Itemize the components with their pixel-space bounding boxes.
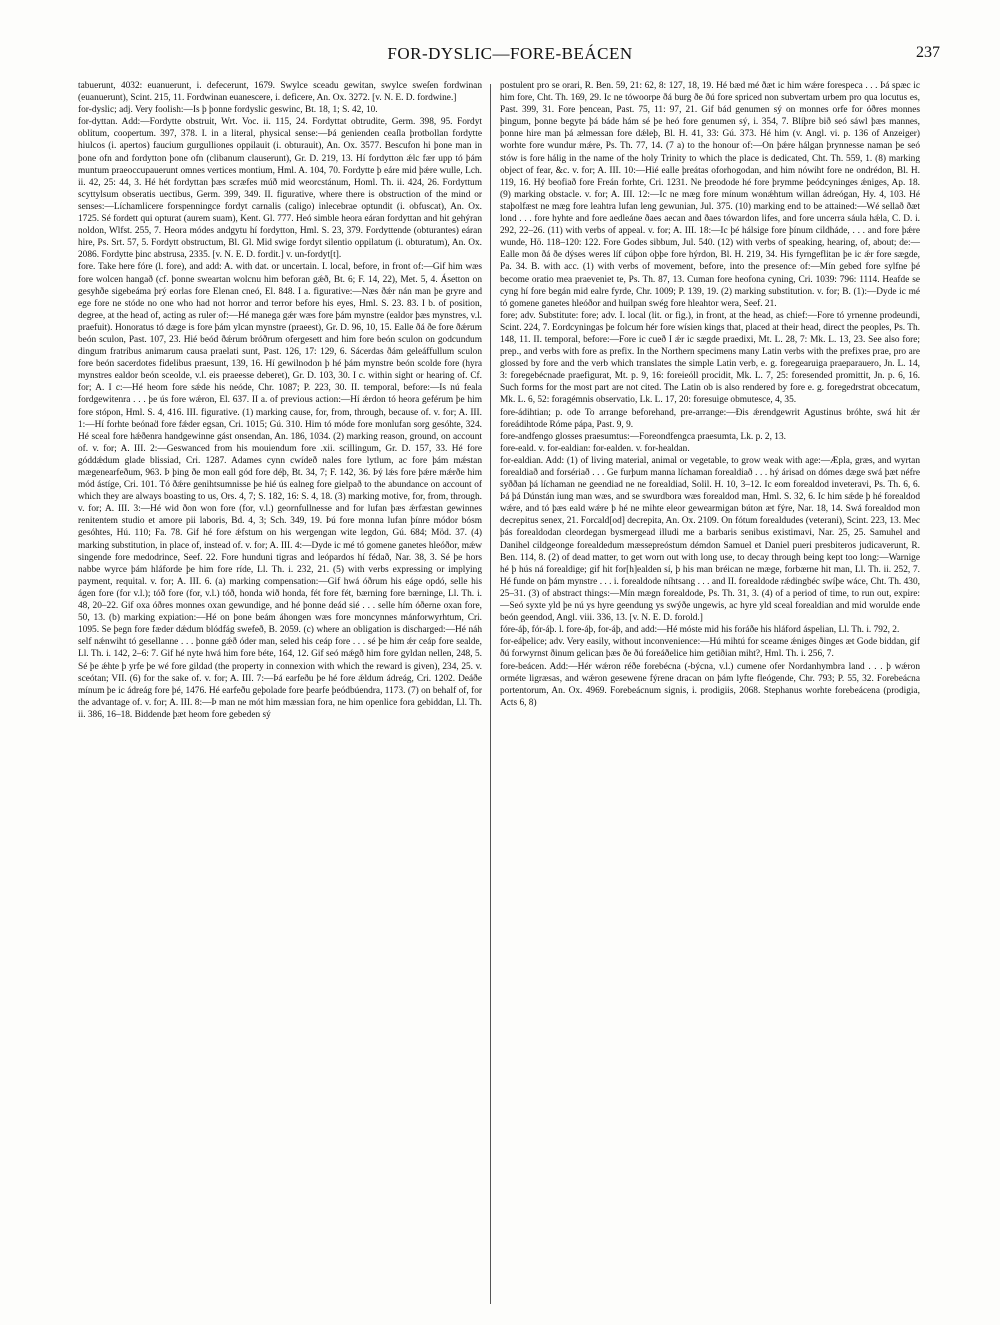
column-divider	[490, 84, 491, 1304]
entry-paragraph: tabuerunt, 4032: euanuerunt, i. defecerunt, 1679. Swylce sceadu gewitan, swylce sweſen fordwinan (euanuerunt), Scint. 215, 11. Fordwinan euanescere, i. deficere, An. Ox. 3272. [v. N. E. D. fordwine.]	[78, 81, 482, 104]
entry-fore-beacen: fore-beácen. Add:—Hér wǽron réðe forebécna (-býcna, v.l.) cumene ofer Nordanhymbra land . . . þ wǽron orméte ligræsas, and wǽron gesewene fýrene dracan on þám lyfte fleógende, Chr. 793; P. 55, 32. Forebeácna portentorum, An. Ox. 4969. Forebeácnum signis, i. prodigiis, 2068. Stephanus worhte forebeácena (prodigia, Acts 6, 8)	[500, 661, 920, 708]
entry-for-dyslic: for-dyslic; adj. Very foolish:—Is þ þonne fordyslic geswinc, Bt. 18, 1; S. 42, 10.	[78, 105, 378, 116]
right-column	[500, 80, 920, 1310]
entry-fore-ath: fóre-áþ, fór-áþ. l. fore-áþ, for-áþ, and add:—Hé móste mid his foráðe his hláford áspelian, Ll. Th. i. 792, 2.	[500, 625, 900, 636]
running-head	[80, 40, 940, 70]
page-title: FOR-DYSLIC—FORE-BEÁCEN	[387, 44, 633, 63]
left-column	[78, 80, 482, 1310]
entry-for-dyttan: for-dyttan. Add:—Fordytte obstruit, Wrt. Voc. ii. 115, 24. Fordyttat obtrudite, Germ. 398, 95. Fordyt oblitum, coopertum. 397, 378. I. in a literal, physical sense:—Þá genienden ceaſla þrotbollan fordytte hiulcos (i. apertos) faucium gurgulliones oppilauit (i. obturauit), An. Ox. 3577. Bescufon hi þone man in þone ofn and fordytton þone ofn (clibanum clauserunt), Gr. D. 219, 13. Hí fordytton ǽlc fær upp tó þám muntum praeoccupauerunt omnes vertices montium, Hml. A. 104, 70. Fordytte þ eáre mid þǽre wulle, Lch. ii. 42, 25: 44, 3. Hé hét fordyttan þæs scræfes múð mid weorcstánum, Homl. Th. ii. 424, 26. Fordyttum scyttylsum obseratis uectibus, Germ. 399, 349. II. figurative, where there is obstruction of the mind or senses:—Líchamlicere forspenningce fordyt carnalis (caligo) inlecebrae optundit (i. obfuscat), An. Ox. 1725. Sé fordett qui opturat (aurem suam), Kent. Gl. 777. Heó simble heora eáran fordyttan and hit gehýran noldon, Wlfst. 255, 7. Heora módes andgytu hí fordytton, Hml. S. 23, 379. Fordyttende (obturantes) eáran hire, Ps. Srt. 57, 5. Fordytt obstructum, Bl. Gl. Mid swige fordyt silentio oppilatum (i. obturatum), An. Ox. 2086. Fordytte þinc abstrusa, 2335. [v. N. E. D. fordit.] v. un-fordyt[t].	[78, 117, 482, 261]
page-number: 237	[916, 44, 940, 61]
entry-fore-adihtian: fore-ádihtian; p. ode To arrange beforehand, pre-arrange:—Ðis ǽrendgewrit Agustinus bróhte, swá hit ǽr foreádihtode Róme pápa, Past. 9, 9.	[500, 407, 920, 430]
entry-fore-eald: fore-eald. v. for-ealdian: for-ealden. v. for-healdan.	[500, 443, 690, 454]
entry-for-eathelice: for-eáþelice; adv. Very easily, without inconvenience:—Hú mihtú for sceame ǽniges ðinges æt Gode biddan, gif ðú forwyrnst ðinum gelican þæs ðe ðú foreáðelice him getiðian miht?, Hml. Th. i. 256, 7.	[500, 637, 920, 660]
entry-for-ealdian: for-ealdian. Add: (1) of living material, animal or vegetable, to grow weak with age:—Æpla, græs, and wyrtan forealdiað and forsériað . . . Ge furþum manna líchaman forealdiað . . . hý árisad on dómes dæge swá þæt néfre syððan þá líchaman ne geendiad ne ne forealdiad, Solil. H. 10, 3–12. Ic eom forealdod inveteravi, Ps. Th. 6, 6. Þá þá Dúnstán iung man wæs, and se swurdbora wæs forealdod man, Hml. S. 32, 6. Ic him sǽde þ hé forealdod wǽre, and tó þæs eald wǽre þ hé ne mihte eleor gewearmigan búton æt fýre, Nar. 18, 14. Swá forealdod mon decrepitus senex, 21. Forcald[od] decrepita, An. Ox. 2109. On fótum forealdudes (veterani), Scint. 223, 13. Mec þás forealdodan cleordegan bysmergead illudi me a barbaris senibus existimavi, Nar. 25, 25. Samuhel and Danihel cildgeonge forealdedum mæssepreóstum démdon Samuel et Daniel pueri presbiteros judicaverunt, R. Ben. 114, 8. (2) of dead matter, to get worn out with long use, to decay through being kept too long:—Warnige hé þ hús ná forealdige; gif hit for[h]ealden sí, þ his man bréican ne mæge, forbærne hit man, Ll. Th. ii. 252, 7. Hé funde on þám mynstre . . . i. forealdode níhtsang . . . and II. forealdode rǽdingbéc swíþe wáce, Cht. Th. 430, 25–31. (3) of abstract things:—Mín mægn forealdode, Ps. Th. 31, 3. (4) of a period of time, to run out, expire:—Seó syxte yld þe nú ys hyre geendung ys swýðe ungewis, ac hyre yld sceal forealdian and mid worulde ende beón geendod, Angl. viii. 336, 13. [v. N. E. D. forold.]	[500, 455, 920, 624]
entry-fore-adv: fore; adv. Substitute: fore; adv. I. local (lit. or fig.), in front, at the head, as chief:—Fore tó yrnenne prodeundi, Scint. 224, 7. Eordcyningas þe folcum hér fore wísien kings that, placed at their head, direct the peoples, Ps. Th. 148, 11. II. temporal, before:—Fore ic cueð I ǽr ic sægde praedixi, Mt. L. 28, 7: Mk. L. 13, 23. See also fore; prep., and verbs with fore as prefix. In the Northern specimens many Latin verbs with the prefixes prae, pro are glossed by fore and the verb which translates the simple Latin verb, e. g. foregearuiga praeparauero, Jn. L. 14, 3: foregebécnade praefigurat, Mt. p. 9, 16: foreieóll procidit, Mk. L. 7, 25: foresended promittit, Jn. p. 6, 16. Such forms for the most part are not cited. The Latin ob is also rendered by fore e. g. foregedrstrat obcecatum, Mk. L. 6, 52: foragémnis observatio, Lk. L. 17, 20: foresuige obmutesce, 4, 35.	[500, 310, 920, 406]
entry-fore-andfengo: fore-andfengo glosses praesumtus:—Foreondfengca praesumta, Lk. p. 2, 13.	[500, 431, 786, 442]
entry-fore-prep: fore. Take here fóre (l. fore), and add: A. with dat. or uncertain. I. local, before, in front of:—Gif him wæs fore wolcen hangað (cf. þonne sweartan wolcnu him beforan gǽð, Bt. 6; F. 14, 22), Met. 5, 4. Ásetton on gesyhðe sigebeáma þrý eorlas fore Elenan cneó, El. 848. I a. figurative:—Næs ðǽr nán man þe gryre and ege fore ne stóde no one who had not horror and terror before his eyes, Hml. S. 23. 83. I b. of position, degree, at the head of, acting as ruler of:—Hé manega gǽr wæs fore þám mynstre (ealdor þæs mynstres, v.l. praefuit). Honoratus tó dæge is fore þám ylcan mynstre (praeest), Gr. D. 96, 10, 15. Ealle ðá ðe fore ðǽrum beón sculon, Past. 107, 23. Hié beód ðǽrum bróðrum ofergesett and him fore beón sculon on godcundum dingum fratribus animarum causa praelati sunt, Past. 126, 17: 129, 6. Sácerdas ðám geleáffullum sculon fore beón sacerdotes fidelibus praesunt, 139, 16. Hí gewilnodon þ hé þám mynstre beón scolde fore (hyra mynstres ealdor beón sceolde, v.l. eis praeesse deberet), Gr. D. 103, 30. I c. within sight or hearing of. Cf. for; A. I c:—Hé heom fore sǽde his neóde, Chr. 1087; P. 223, 30. II. temporal, before:—Is nú feala fordgewitenra . . . þe ús fore wǽron, El. 637. II a. of previous action:—Hí ǽrdon tó heora geférum þe him fore stópon, Hml. S. 4, 416. III. figurative. (1) marking cause, for, from, through, because of. v. for; A. III. 1:—Hí forhte beónaḋ fore fǽder egsan, Cri. 1015; Gú. 310. Him tó móde fore monlufan sorg gesóhte, 324. Hé sceal fore hǽðenra handgewinne gást onsendan, An. 186, 1034. (2) marking reason, ground, on account of. v. for; A. III. 2:—Geswanced from his mouiendum fore .xii. scillingum, Gr. D. 157, 33. Hé fore góddǽdum glade blissiad, Cri. 1287. Adames cynn cwídeð nales fore lytlum, ac fore þám mǽstan mægenearfeðum, 963. Þ þing ðe mon eall gód fore déþ, Bt. 34, 7; F. 142, 36. Þý lǽs fore þǽre mǽrðe him mód ástíge, Cri. 101. Tó ðǽre genihtsumnisse þe hié ús ealneg fore gielpað to the abundance on account of which they are always boasting to us, Ors. 4, 7; S. 182, 16: S. 4, 18. (3) marking motive, for, from, through. v. for; A. III. 3:—Hé wid ðon won fore (for, v.l.) geornfullnesse and for lufan þæs ǽrfæstan gewinnes renitentem studio et amore pii laboris, Bd. 4, 3; Sch. 349, 19. Þú fore monna lufan þínre módor bósm gesóhtes, Hú. 110; Fa. 78. Gif hé fore ǽfstum on his wergengan wite legdon, Gú. 684; Möd. 37. (4) marking substitution, in place of, instead of. v. for; A. III. 4:—Dyde ic mé tó gomene ganetes hleóðor, mǽw singende fore medodrince, Seef. 22. Fore hunduni tigras and leópardos hí fédað, Nar. 38, 3. Sé þe hors nabbe wyrce þám hláforde þe him fore ríde, Ll. Th. i. 232, 21. (5) with verbs expressing or implying payment, requital. v. for; A. III. 6. (a) marking compensation:—Gif hwá óðrum his eáge opdó, selle his ágen fore (for v.l.); tóð fore (for, v.l.) tóð, honda wið honda, fét fore fét, bærning fore bærninge, Ll. Th. i. 48, 20–22. Gif oxa óðres monnes oxan gewundige, and hé þonne deád sié . . . selle hím óðerne oxan fore, 50, 13. (b) marking expiation:—Hé on þone beám áhongen wæs fore moncynnes mánforwyrhtum, Cri. 1095. Se þegn fore fæder dǽdum blódfág swefeð, B. 2059. (c) where an obligation is discharged:—Hé náh self nǽnwiht tó gesellanne . . . þonne gǽð óder man, seled his ceáp fore . . . sé þe him ǽr ceáp fore sealde, Ll. Th. i. 142, 2–6: 7. Gif hé nyte hwá him fore béte, 164, 12. Gif seó mǽgð him fore gyldan nellen, 248, 5. Sé þe ǽhte þ yrfe þe wé fore gildad (the property in connexion with which the reward is given), 234, 25. v. sceótan; VII. (6) for the sake of. v. for; A. III. 7:—Þá earfeðu þe hé fore ǽldum ádreág, Cri. 1202. Deáðe mínum þe ic ádreág fore þé, 1476. Hé earfeðu geþolade fore þearfe þeódbúendra, 1173. (7) on behalf of, for the advantage of. v. for; A. III. 8:—Þ man ne mót him mæssian fora, ne him openlice fora gebiddan, Ll. Th. ii. 386, 16–18. Biddende þæt heom fore gebeden sý	[78, 262, 482, 720]
entry-paragraph: postulent pro se orari, R. Ben. 59, 21: 62, 8: 127, 18, 19. Hé bæd mé ðæt ic him wǽre forespeca . . . Þá spæc ic him fore, Cht. Th. 169, 29. Ic ne tówoorpe ðá burg ðe ðú fore spriced non subvertam urbem pro qua locutus es, Past. 399, 31. Fore þencean, Past. 75, 11: 97, 21. Gif bád genumen sý on monnes orfe for óðres monnes þingum, þonne begyte þá báde hám sé þe heó fore genumen sý, i. 354, 7. Blíþre bið seó sáwl þæs mannes, þonne hire man þá ælmessan fore dǽleþ, Bl. H. 41, 33: Gú. 373. Hé him (v. Angl. vi. p. 136 of Anzeiger) worhte fore wundur mǽre, Ps. Th. 77, 14. (7 a) to the honour of:—On þǽre hálgan þrynnesse naman þe seó stów is fore hálig in the name of the holy Trinity to which the place is dedicated, Cht. Th. 559, 1. (8) marking object of fear, &c. v. for; A. III. 10:—Hié ealle þreátas oforhogodan, and him nówiht fore ne ondrédon, Bl. H. 119, 16. Hý beofiað fore Freán forhte, Cri. 1231. Ne þreodode hé fore þrymme þeódcyninges ǽniges, Ap. 18. (9) marking obstacle. v. for; A. III. 12:—Ic ne mæg fore mínum wonǽhtum willan ádreógan, Hy. 4, 103. Hé staþolfæst ne mæg fore leahtra lufan leng gewunian, Jul. 375. (10) marking end to be attained:—Wé sellað ðæt lond . . . fore hyhte and fore aedleáne ðaes aecan and ðaes tówardon lifes, and fore uncerra sáula hǽla, C. D. i. 292, 22–26. (11) with verbs of appeal. v. for; A. III. 18:—Ic þé hálsige fore þínum cildháde, . . . and fore þǽre wunde, Hö. 118–120: 122. Fore Godes sibbum, Jul. 540. (12) with verbs of speaking, hearing, of, about; de:—Ealle mon ðá ðe dýses weres líf cúþon oþþe fore hýrdon, Bl. H. 219, 34. His fyrngeflitan þe ic ǽr fore sægde, Pa. 34. B. with acc. (1) with verbs of movement, before, into the presence of:—Mín gebed fore sylfne þé become oratio mea praeveniet te, Ps. Th. 87, 13. Cuman fore heofona cyning, Cri. 1039: 796: 1114. Heafde se cyng hí fore begán mid ealre fyrde, Chr. 1009; P. 139, 19. (2) marking substitution. v. for; B. (1):—Dyde ic mé tó gomene ganetes hleóðor and huilpan swég fore hleahtor wera, Seef. 21.	[500, 81, 920, 309]
